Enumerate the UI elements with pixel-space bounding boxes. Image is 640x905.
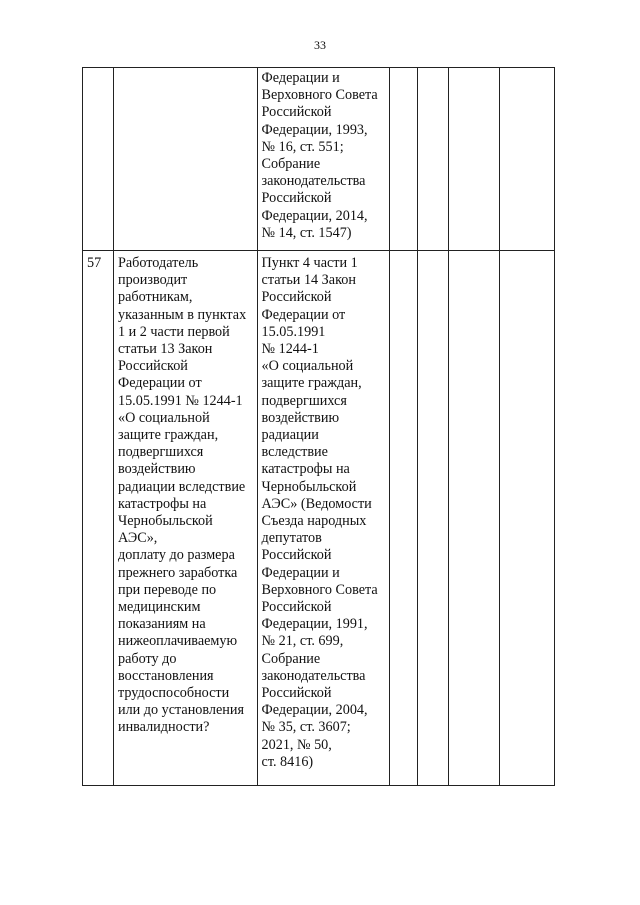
- requirement-cell: Работодатель производит работникам, указанным в пунктах 1 и 2 части первой статьи 13 Закон Российской Федерации от 15.05.1991 № 1244-1 «О социальной защите граждан, подвергшихся воздействию радиации вследствие катастрофы на Чернобыльской АЭС», доплату до размера прежнего заработка при переводе по медицинским показаниям на нижеоплачиваемую работу до восстановления трудоспособности или до установления инвалидности?: [113, 251, 257, 786]
- table-row: [83, 251, 555, 786]
- page-number: 33: [314, 38, 326, 52]
- answer-no-cell: [417, 68, 448, 251]
- requirement-cell: [113, 68, 257, 251]
- answer-yes-cell: [389, 251, 417, 786]
- note-cell: [500, 68, 555, 251]
- legal-basis-cell: Федерации и Верховного Совета Российской Федерации, 1993, № 16, ст. 551; Собрание законодательства Российской Федерации, 2014, № 14, ст. 1547): [257, 68, 389, 251]
- row-number-cell: [83, 68, 114, 251]
- table-row: [83, 68, 555, 251]
- answer-yes-cell: [389, 68, 417, 251]
- answer-no-cell: [417, 251, 448, 786]
- note-cell: [500, 251, 555, 786]
- row-number-cell: 57: [83, 251, 114, 786]
- legal-basis-cell: Пункт 4 части 1 статьи 14 Закон Российской Федерации от 15.05.1991 № 1244-1 «О социальной защите граждан, подвергшихся воздействию радиации вследствие катастрофы на Чернобыльской АЭС» (Ведомости Съезда народных депутатов Российской Федерации и Верховного Совета Российской Федерации, 1991, № 21, ст. 699, Собрание законодательства Российской Федерации, 2004, № 35, ст. 3607; 2021, № 50, ст. 8416): [257, 251, 389, 786]
- answer-not-applicable-cell: [448, 251, 500, 786]
- answer-not-applicable-cell: [448, 68, 500, 251]
- checklist-table: [82, 67, 555, 786]
